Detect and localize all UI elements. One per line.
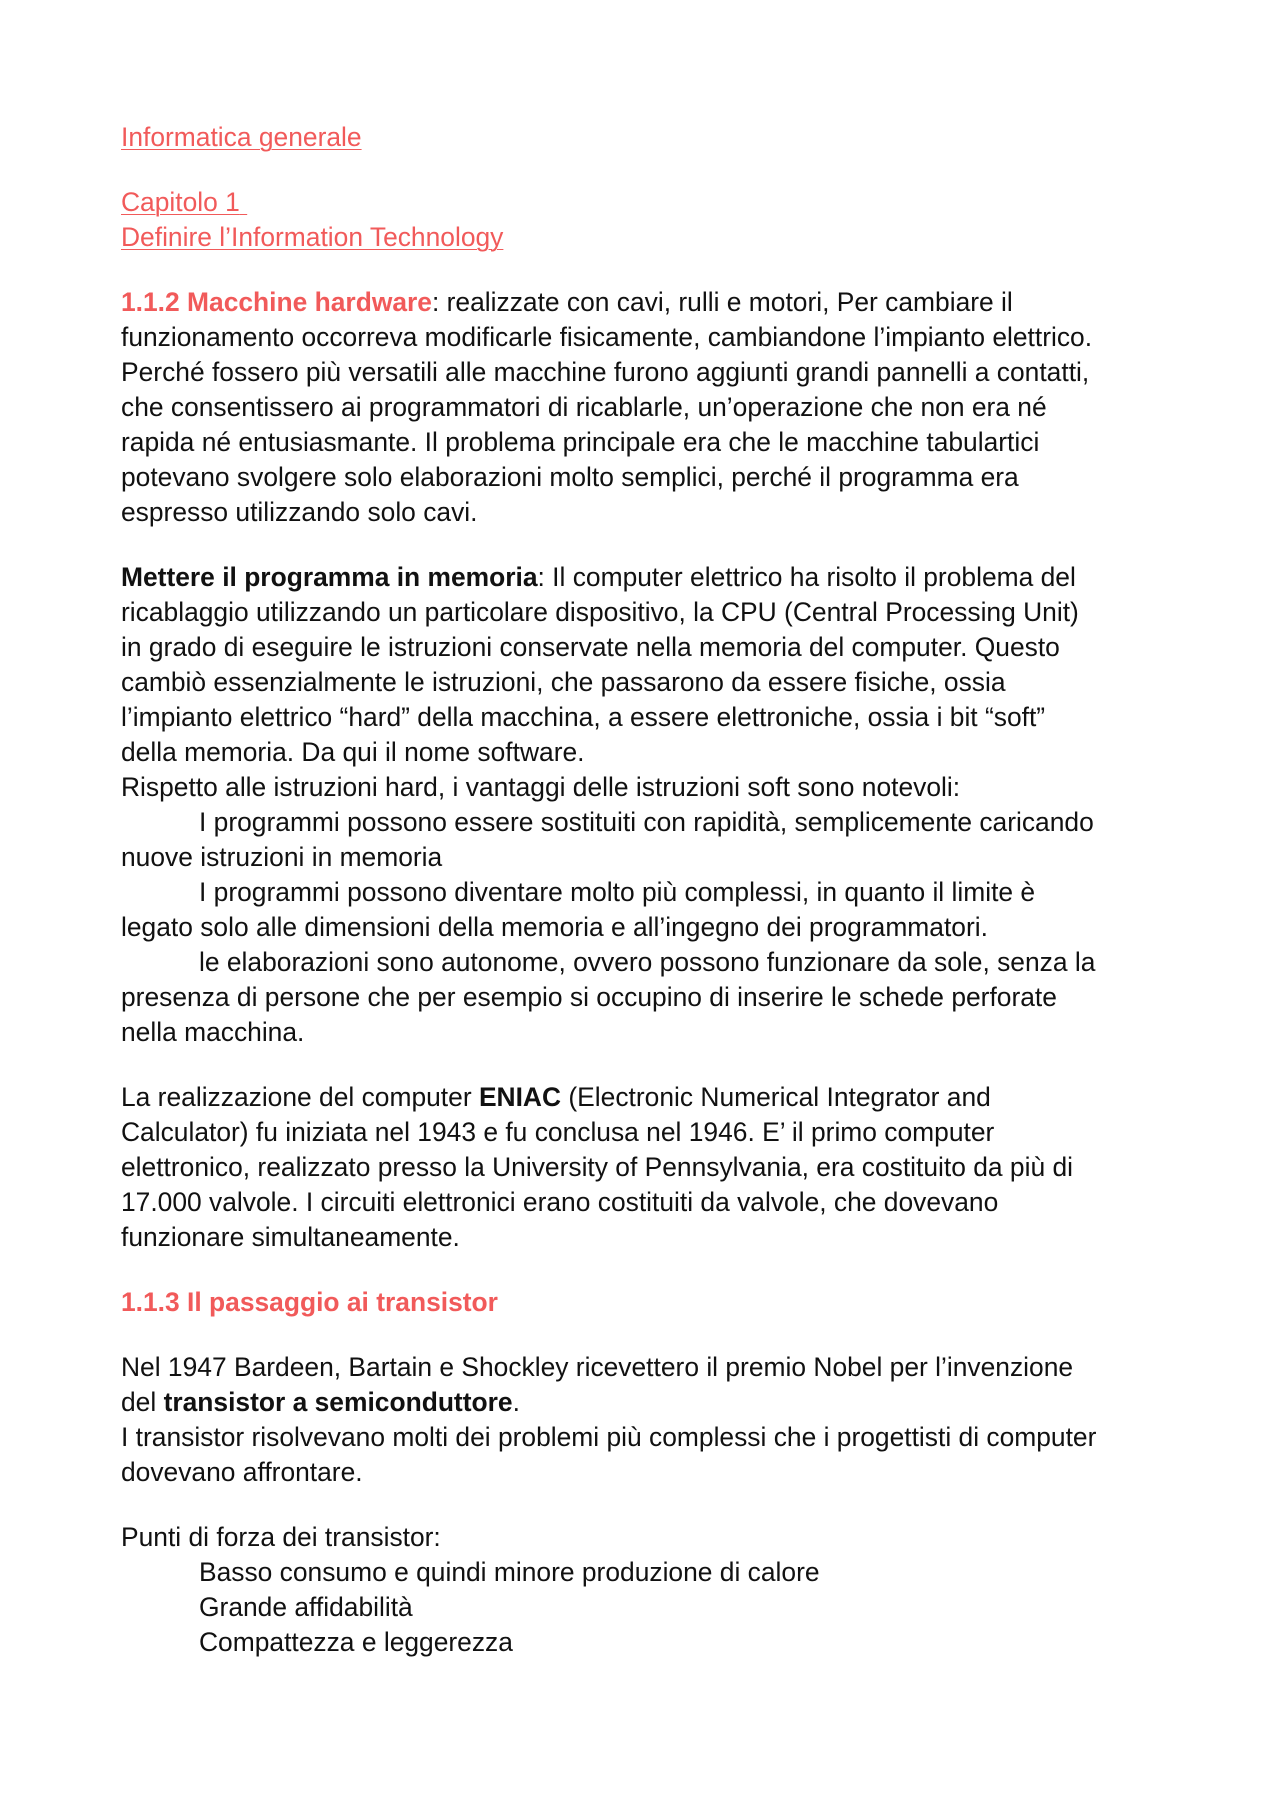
- paragraph-line: del: [121, 1387, 164, 1417]
- eniac-term: ENIAC: [478, 1082, 562, 1112]
- paragraph-line: elettronico, realizzato presso la University of Pennsylvania, era costituito da più di: [121, 1152, 1074, 1182]
- paragraph-line: della memoria. Da qui il nome software.: [121, 737, 585, 767]
- paragraph-line: l’impianto elettrico “hard” della macchina, a essere elettroniche, ossia i bit “soft”: [121, 702, 1046, 732]
- strength-item: Basso consumo e quindi minore produzione di calore: [199, 1557, 820, 1587]
- paragraph-line: Calculator) fu iniziata nel 1943 e fu conclusa nel 1946. E’ il primo computer: [121, 1117, 995, 1147]
- transistor-term: transistor a semiconduttore: [163, 1387, 513, 1417]
- section-1-1-2: [121, 285, 1160, 530]
- paragraph-line: Nel 1947 Bardeen, Bartain e Shockley ricevettero il premio Nobel per l’invenzione: [121, 1352, 1074, 1382]
- paragraph-line: 17.000 valvole. I circuiti elettronici erano costituiti da valvole, che dovevano: [121, 1187, 999, 1217]
- advantage-item: I programmi possono essere sostituiti con rapidità, semplicemente caricando: [199, 807, 1094, 837]
- paragraph-line: rapida né entusiasmante. Il problema principale era che le macchine tabulartici: [121, 427, 1040, 457]
- paragraph-line: (Electronic Numerical Integrator and: [561, 1082, 991, 1112]
- section-eniac: [121, 1080, 1160, 1255]
- course-title-link[interactable]: Informatica generale: [121, 122, 362, 152]
- section-memoria: [121, 560, 1160, 1050]
- paragraph-line: dovevano affrontare.: [121, 1457, 363, 1487]
- paragraph-line: ricablaggio utilizzando un particolare dispositivo, la CPU (Central Processing Unit): [121, 597, 1079, 627]
- advantage-item-continued: nella macchina.: [121, 1017, 305, 1047]
- paragraph-line: : Il computer elettrico ha risolto il problema del: [537, 562, 1076, 592]
- advantage-item-continued: legato solo alle dimensioni della memoria e all’ingegno dei programmatori.: [121, 912, 988, 942]
- chapter-link[interactable]: Capitolo 1: [121, 187, 240, 217]
- paragraph-line: funzionare simultaneamente.: [121, 1222, 460, 1252]
- chapter-title-link[interactable]: Definire l’Information Technology: [121, 222, 504, 252]
- paragraph-line: I transistor risolvevano molti dei problemi più complessi che i progettisti di computer: [121, 1422, 1097, 1452]
- strength-item: Compattezza e leggerezza: [199, 1627, 513, 1657]
- section-1-1-2-heading: 1.1.2 Macchine hardware: [121, 287, 432, 317]
- section-1-1-3: [121, 1285, 1160, 1660]
- strengths-title: Punti di forza dei transistor:: [121, 1522, 441, 1552]
- advantage-item-continued: presenza di persone che per esempio si occupino di inserire le schede perforate: [121, 982, 1057, 1012]
- paragraph-line: cambiò essenzialmente le istruzioni, che passarono da essere fisiche, ossia: [121, 667, 1006, 697]
- section-1-1-3-heading: 1.1.3 Il passaggio ai transistor: [121, 1287, 498, 1317]
- advantage-item-continued: nuove istruzioni in memoria: [121, 842, 443, 872]
- eniac-intro: La realizzazione del computer: [121, 1082, 479, 1112]
- title-block: [121, 120, 1160, 255]
- paragraph-line: potevano svolgere solo elaborazioni molto semplici, perché il programma era: [121, 462, 1019, 492]
- paragraph-line: funzionamento occorreva modificarle fisicamente, cambiandone l’impianto elettrico.: [121, 322, 1093, 352]
- strength-item: Grande affidabilità: [199, 1592, 413, 1622]
- paragraph-line: espresso utilizzando solo cavi.: [121, 497, 478, 527]
- paragraph-line: : realizzate con cavi, rulli e motori, Per cambiare il: [431, 287, 1013, 317]
- paragraph-line: Rispetto alle istruzioni hard, i vantaggi delle istruzioni soft sono notevoli:: [121, 772, 961, 802]
- advantage-item: le elaborazioni sono autonome, ovvero possono funzionare da sole, senza la: [199, 947, 1096, 977]
- memoria-heading: Mettere il programma in memoria: [121, 562, 538, 592]
- period: .: [512, 1387, 520, 1417]
- paragraph-line: che consentissero ai programmatori di ricablarle, un’operazione che non era né: [121, 392, 1047, 422]
- paragraph-line: in grado di eseguire le istruzioni conservate nella memoria del computer. Questo: [121, 632, 1060, 662]
- advantage-item: I programmi possono diventare molto più complessi, in quanto il limite è: [199, 877, 1036, 907]
- paragraph-line: Perché fossero più versatili alle macchine furono aggiunti grandi pannelli a contatti,: [121, 357, 1090, 387]
